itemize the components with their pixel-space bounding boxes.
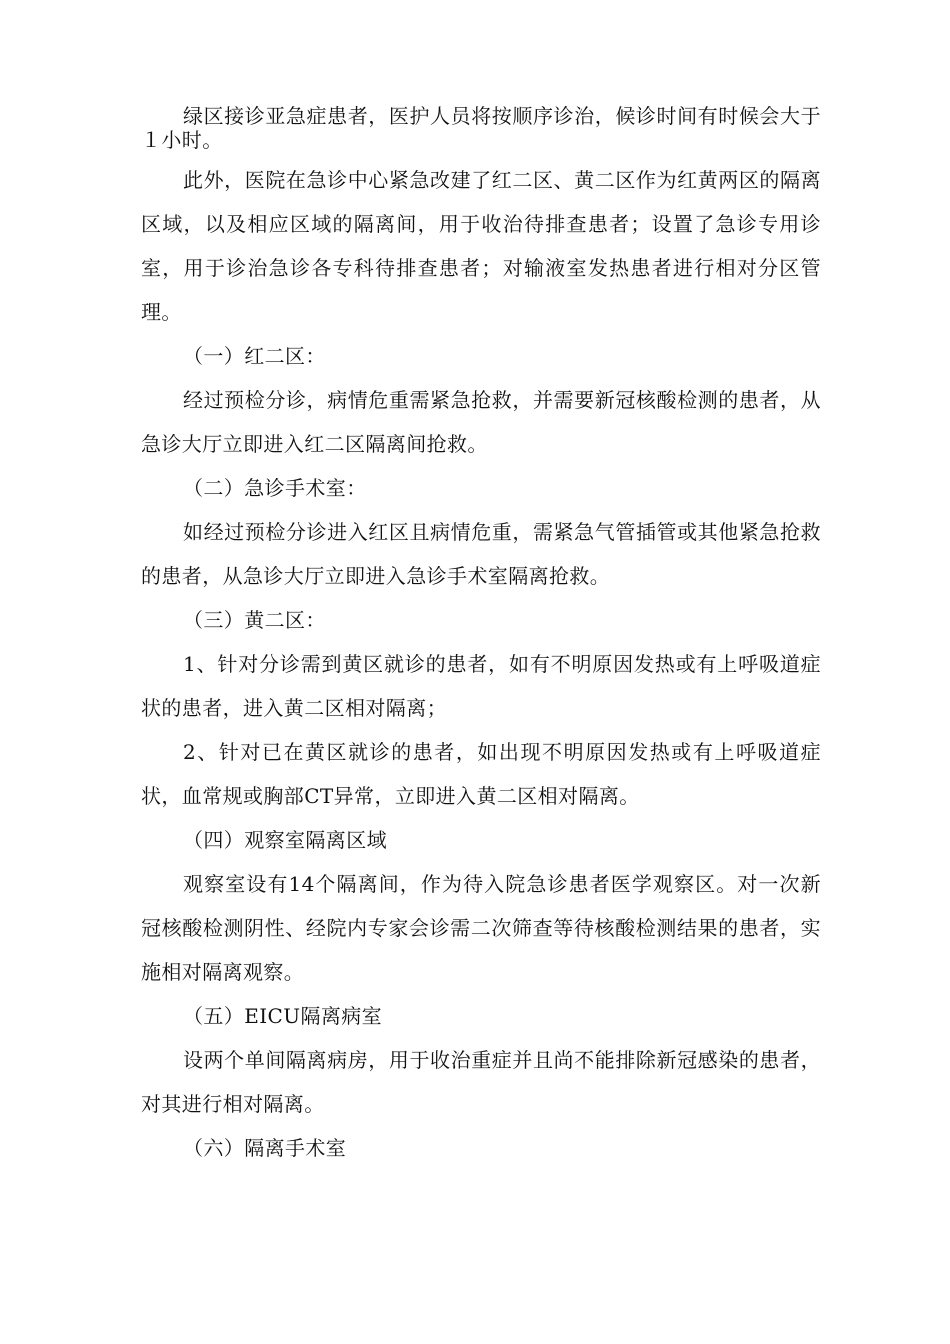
heading-red-zone-2: （一）红二区：: [183, 344, 326, 368]
paragraph-eicu: 设两个单间隔离病房，用于收治重症并且尚不能排除新冠感染的患者，对其进行相对隔离。: [141, 1048, 821, 1116]
paragraph-isolation-areas: 此外，医院在急诊中心紧急改建了红二区、黄二区作为红黄两区的隔离区域，以及相应区域的隔离间，用于收治待排查患者；设置了急诊专用诊室，用于诊治急诊各专科待排查患者；对输液室发热患者进行相对分区管理。: [141, 168, 821, 324]
paragraph-observation-room: 观察室设有14个隔离间，作为待入院急诊患者医学观察区。对一次新冠核酸检测阴性、经院内专家会诊需二次筛查等待核酸检测结果的患者，实施相对隔离观察。: [141, 872, 821, 984]
heading-observation-room: （四）观察室隔离区域: [183, 828, 387, 852]
paragraph-emergency-operating-room: 如经过预检分诊进入红区且病情危重，需紧急气管插管或其他紧急抢救的患者，从急诊大厅立即进入急诊手术室隔离抢救。: [141, 520, 821, 588]
paragraph-green-zone: 绿区接诊亚急症患者，医护人员将按顺序诊治，候诊时间有时候会大于１小时。: [141, 104, 821, 152]
heading-eicu: （五）EICU隔离病室: [183, 1004, 383, 1028]
paragraph-yellow-zone-2-item-1: 1、针对分诊需到黄区就诊的患者，如有不明原因发热或有上呼吸道症状的患者，进入黄二区相对隔离；: [141, 652, 821, 720]
heading-yellow-zone-2: （三）黄二区：: [183, 608, 326, 632]
paragraph-red-zone-2: 经过预检分诊，病情危重需紧急抢救，并需要新冠核酸检测的患者，从急诊大厅立即进入红二区隔离间抢救。: [141, 388, 821, 456]
heading-isolation-operating-room: （六）隔离手术室: [183, 1136, 347, 1160]
heading-emergency-operating-room: （二）急诊手术室：: [183, 476, 367, 500]
paragraph-yellow-zone-2-item-2: 2、针对已在黄区就诊的患者，如出现不明原因发热或有上呼吸道症状，血常规或胸部CT异常，立即进入黄二区相对隔离。: [141, 740, 821, 808]
